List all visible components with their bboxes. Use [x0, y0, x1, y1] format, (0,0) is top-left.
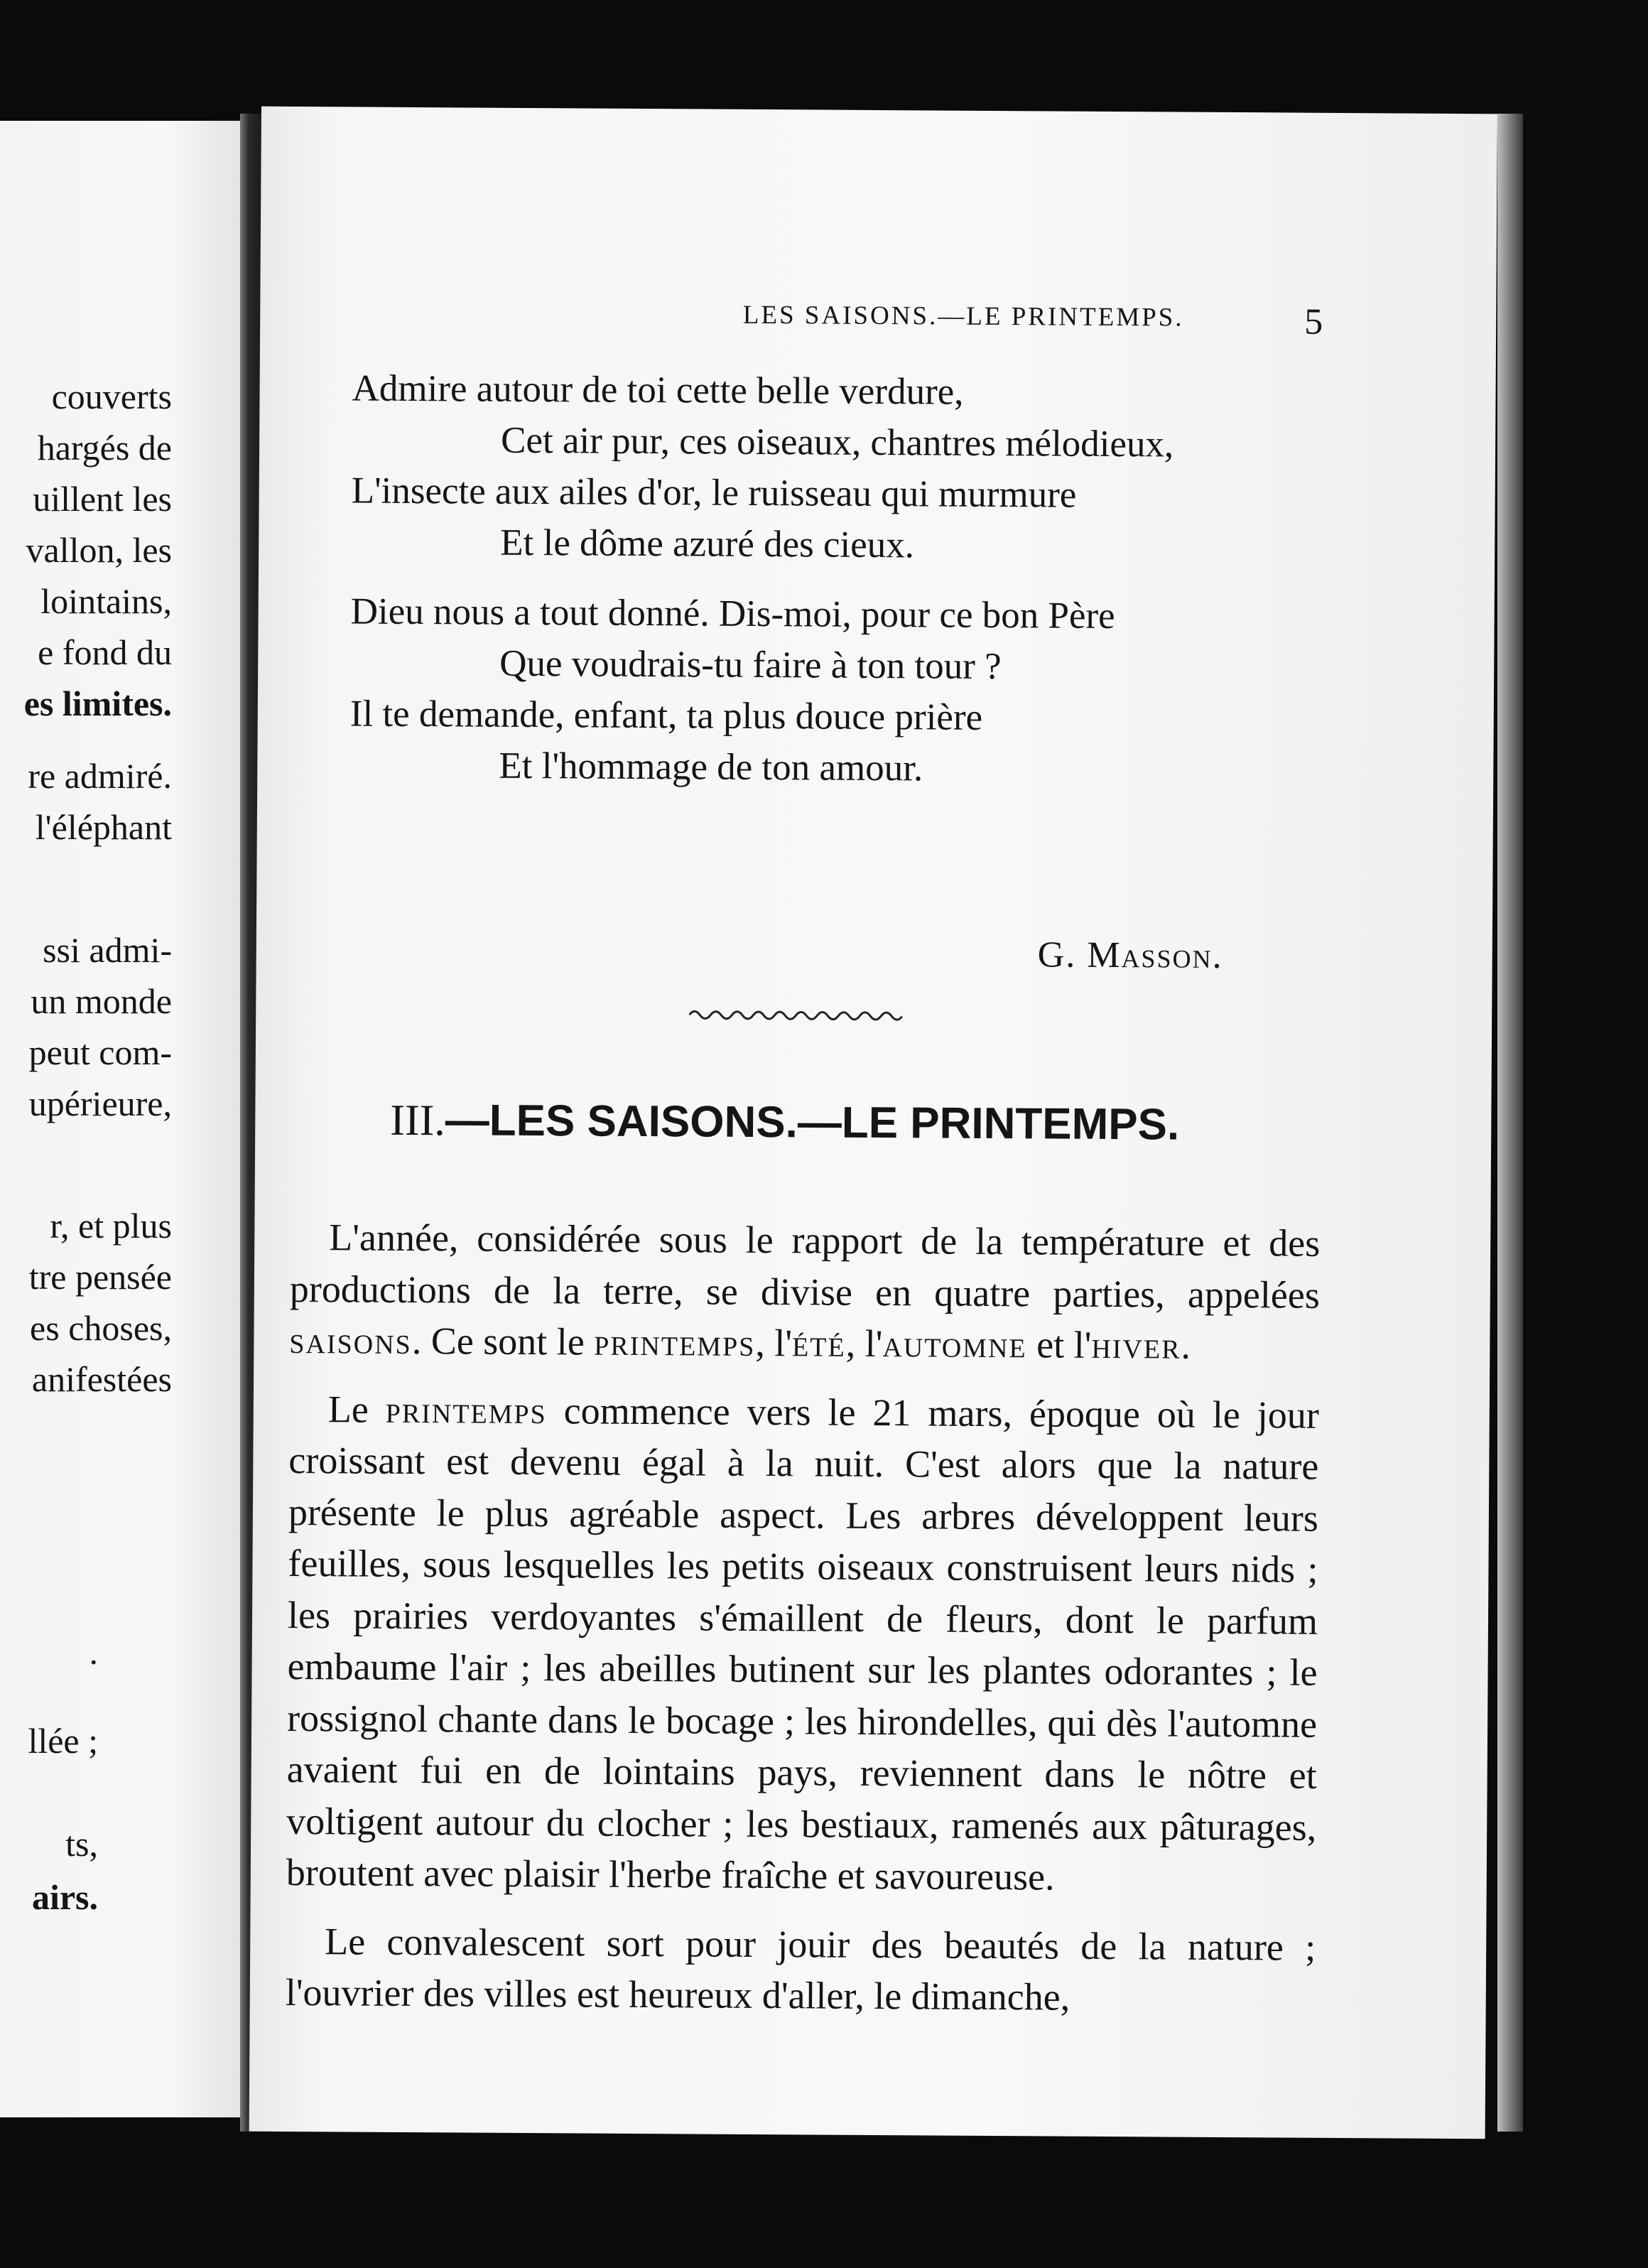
left-text-fragment: ts,	[65, 1824, 98, 1864]
poem-verse: Admire autour de toi cette belle verdure,	[352, 367, 964, 413]
poem-verse: L'insecte aux ailes d'or, le ruisseau qui murmure	[351, 470, 1077, 516]
left-text-fragment: un monde	[31, 981, 172, 1021]
book-page	[249, 107, 1497, 2139]
poem-verse: Et l'hommage de ton amour.	[499, 745, 923, 789]
poem-author: G. Masson.	[1037, 934, 1223, 976]
poem-verse: Cet air pur, ces oiseaux, chantres mélodieux,	[500, 419, 1174, 465]
paragraph: Le convalescent sort pour jouir des beautés de la nature ; l'ouvrier des villes est heureux d'aller, le dimanche,	[285, 1919, 1316, 2019]
page-edge	[1497, 114, 1523, 2132]
poem	[349, 362, 1460, 797]
page-number: 5	[1304, 301, 1323, 342]
left-text-fragment: .	[89, 1632, 98, 1672]
left-text-fragment: couverts	[51, 377, 172, 416]
left-text-fragment: es limites.	[23, 684, 172, 723]
left-text-fragment: es choses,	[30, 1308, 172, 1348]
running-head: LES SAISONS.—LE PRINTEMPS.	[742, 300, 1184, 333]
chapter-numeral: III.	[390, 1096, 445, 1145]
poem-verse: Et le dôme azuré des cieux.	[500, 522, 915, 566]
poem-verse: Que voudrais-tu faire à ton tour ?	[499, 642, 1002, 688]
paragraph: Le printemps commence vers le 21 mars, époque où le jour croissant est devenu égal à la nuit. C'est alors que la nature présente le plus agréable aspect. Les arbres développent leurs feuilles, sous lesquelles les petits oiseaux construisent leurs nids ; les prairies verdoyantes s'émaillent de fleurs, dont le parfum embaume l'air ; les abeilles butinent sur les plantes odorantes ; le rossignol chante dans le bocage ; les hirondelles, qui dès l'automne avaient fui en de lointains pays, reviennent dans le nôtre et voltigent autour du clocher ; les bestiaux, ramenés aux pâturages, broutent avec plaisir l'herbe fraîche et savoureuse.	[286, 1387, 1319, 1899]
left-text-fragment: airs.	[31, 1877, 98, 1917]
poem-verse: Dieu nous a tout donné. Dis-moi, pour ce bon Père	[350, 590, 1115, 637]
left-text-fragment: ssi admi-	[43, 930, 172, 970]
left-text-fragment: re admiré.	[28, 756, 172, 796]
previous-page	[0, 121, 240, 2117]
poem-verse: Il te demande, enfant, ta plus douce prière	[349, 693, 983, 738]
left-text-fragment: l'éléphant	[35, 807, 172, 847]
left-text-fragment: tre pensée	[28, 1257, 172, 1297]
left-text-fragment: hargés de	[37, 428, 172, 468]
left-text-fragment: uillent les	[33, 479, 172, 519]
left-text-fragment: anifestées	[31, 1359, 172, 1399]
left-text-fragment: r, et plus	[50, 1206, 172, 1246]
wavy-rule-ornament	[689, 1004, 902, 1027]
left-text-fragment: peut com-	[28, 1032, 172, 1072]
left-text-fragment: llée ;	[28, 1721, 98, 1761]
chapter-body	[285, 1211, 1320, 2041]
chapter-heading	[390, 1095, 1179, 1151]
chapter-title: —LES SAISONS.—LE PRINTEMPS.	[445, 1096, 1180, 1150]
left-text-fragment: vallon, les	[26, 530, 172, 570]
left-text-fragment: upérieure,	[28, 1084, 172, 1123]
paragraph: L'année, considérée sous le rapport de la température et des productions de la terre, se divise en quatre parties, appelées saisons. Ce sont le printemps, l'été, l'automne et l'hiver.	[289, 1216, 1321, 1367]
left-text-fragment: lointains,	[40, 581, 172, 621]
left-text-fragment: e fond du	[38, 632, 172, 672]
